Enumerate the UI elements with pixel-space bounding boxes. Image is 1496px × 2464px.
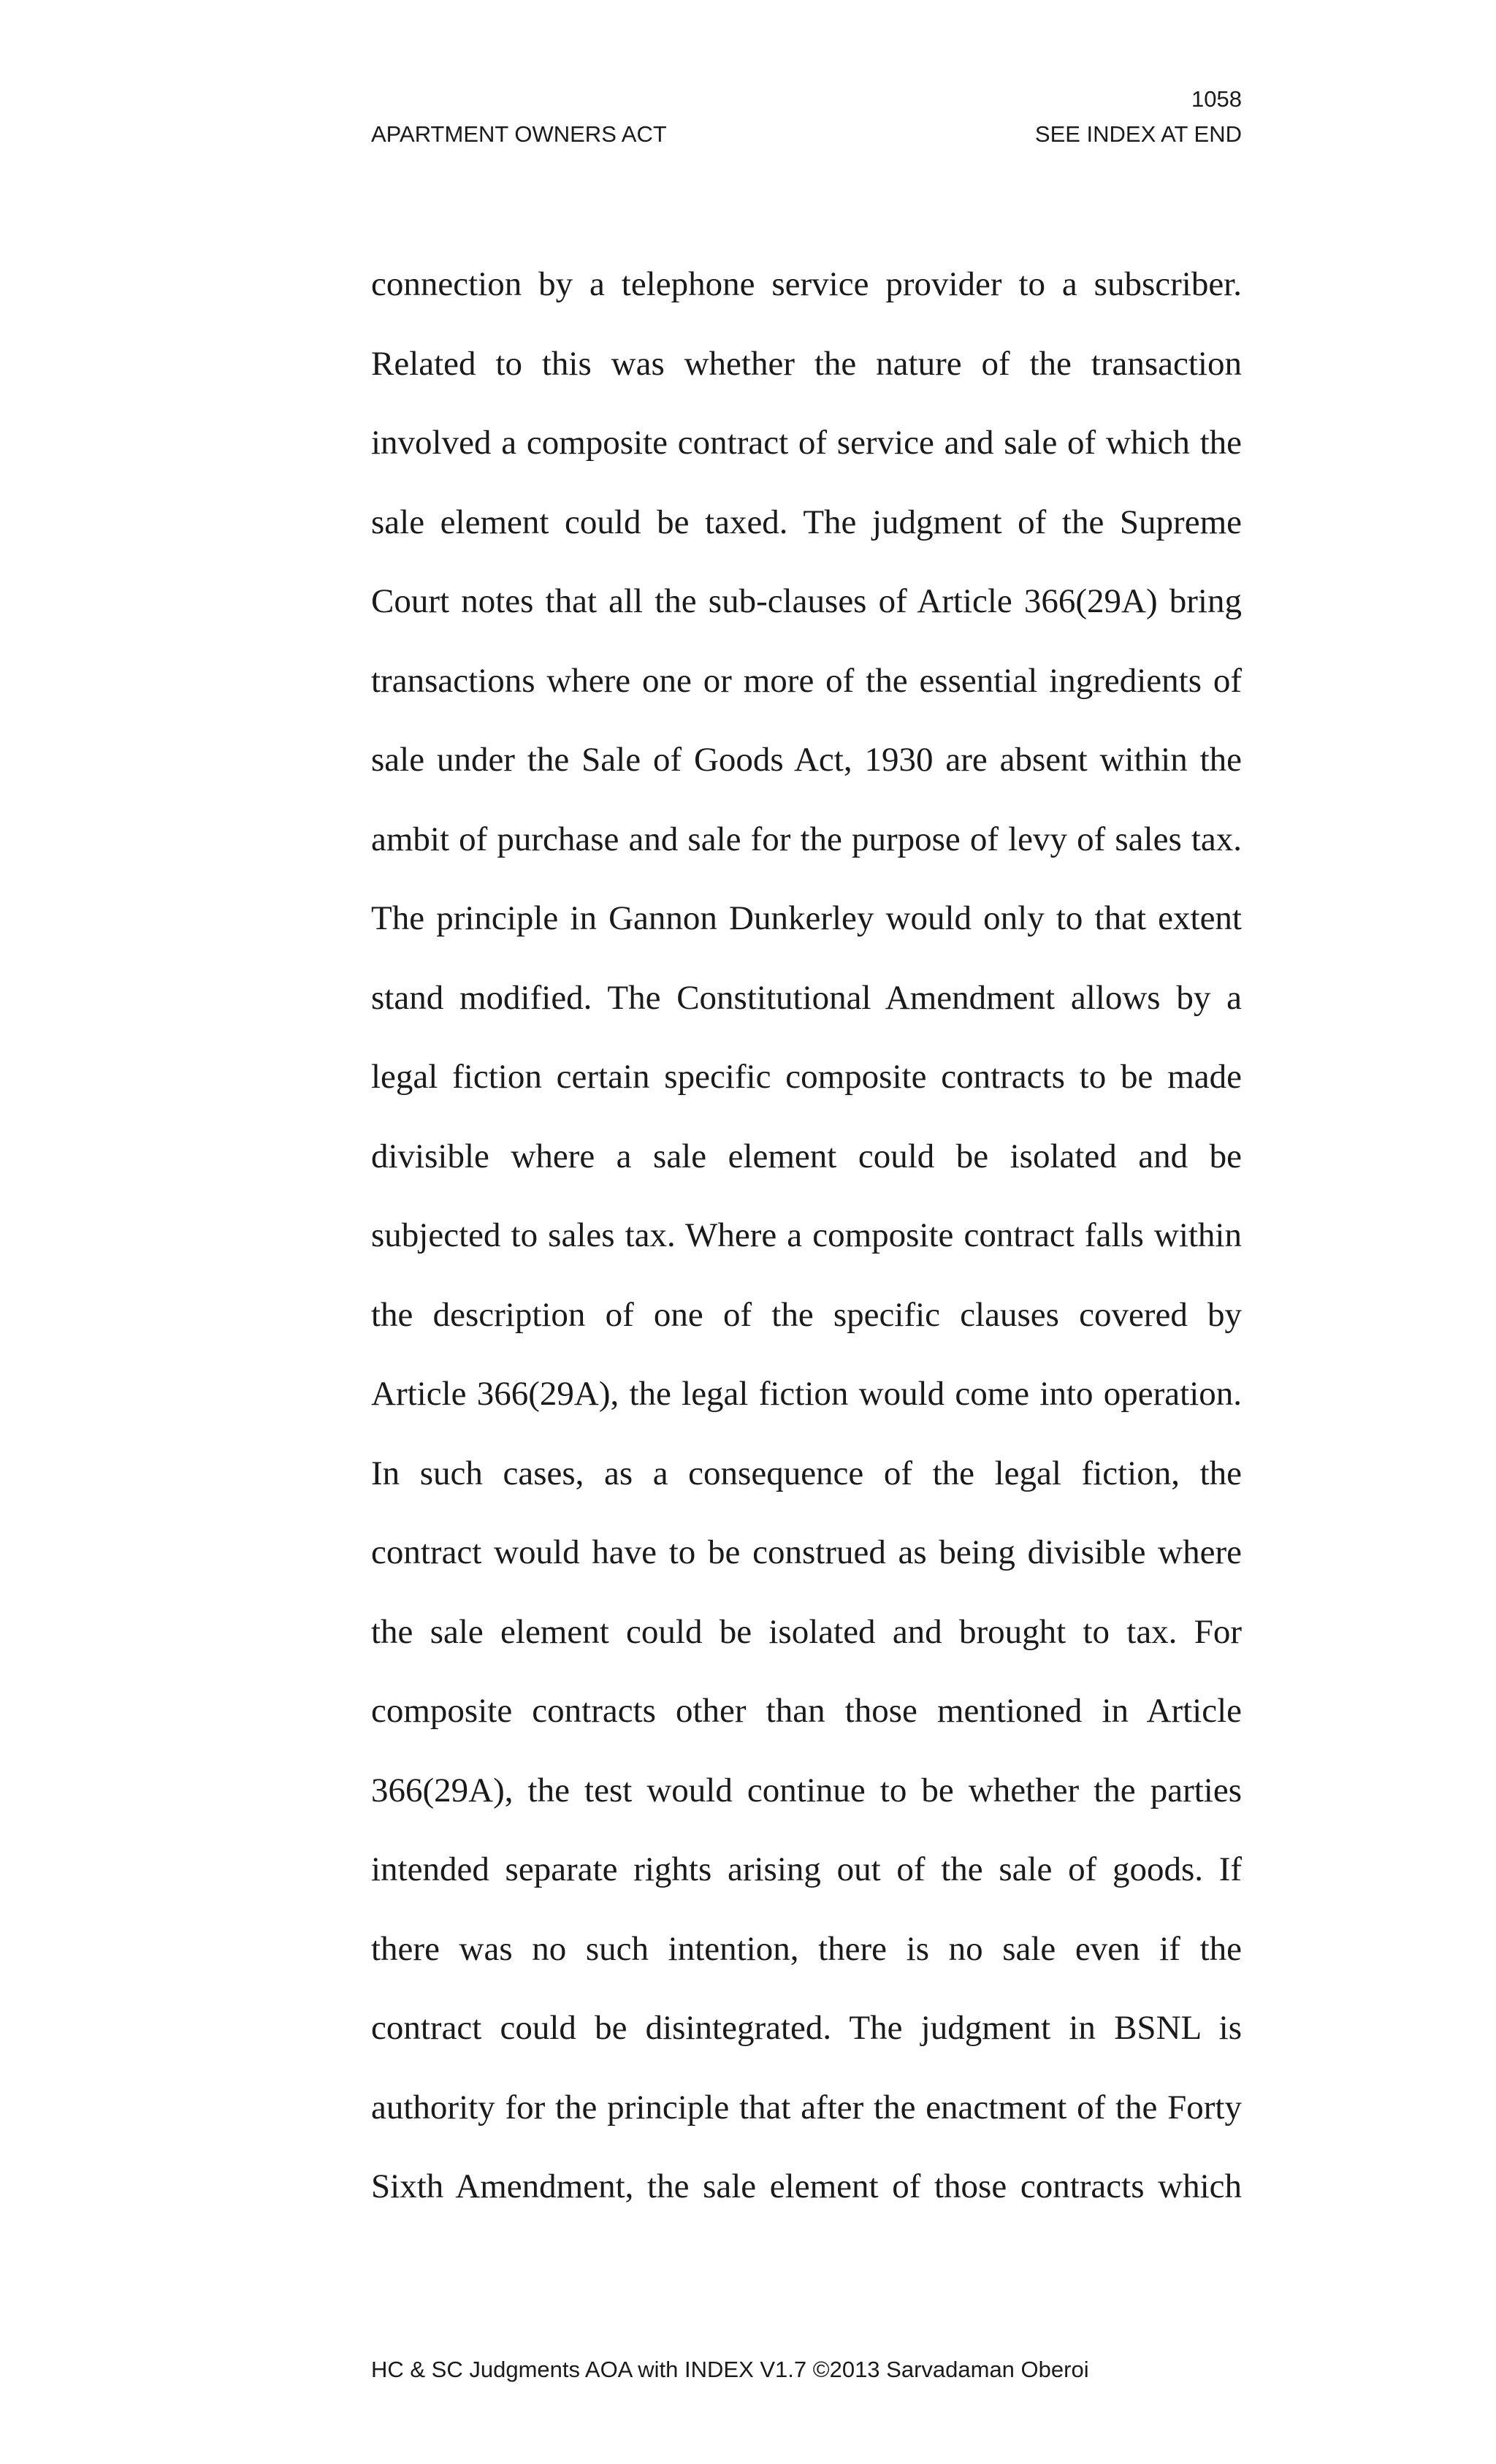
running-header xyxy=(371,121,1242,148)
text-line: contract would have to be construed as being divisible where xyxy=(371,1533,1242,1571)
text-line: Sixth Amendment, the sale element of those contracts which xyxy=(371,2167,1242,2205)
text-line: The principle in Gannon Dunkerley would only to that extent xyxy=(371,899,1242,937)
text-line: Article 366(29A), the legal fiction would come into operation. xyxy=(371,1375,1242,1413)
header-title: APARTMENT OWNERS ACT xyxy=(371,121,667,147)
text-line: the sale element could be isolated and brought to tax. For xyxy=(371,1612,1242,1651)
text-line: involved a composite contract of service and sale of which the xyxy=(371,424,1242,462)
text-line: transactions where one or more of the essential ingredients of xyxy=(371,661,1242,700)
text-line: 366(29A), the test would continue to be whether the parties xyxy=(371,1771,1242,1809)
text-line: sale element could be taxed. The judgment of the Supreme xyxy=(371,503,1242,541)
text-line: subjected to sales tax. Where a composite contract falls within xyxy=(371,1216,1242,1254)
text-line: ambit of purchase and sale for the purpose of levy of sales tax. xyxy=(371,820,1242,858)
text-line: In such cases, as a consequence of the legal fiction, the xyxy=(371,1454,1242,1492)
text-line: legal fiction certain specific composite contracts to be made xyxy=(371,1058,1242,1096)
text-line: intended separate rights arising out of the sale of goods. If xyxy=(371,1850,1242,1888)
text-line: composite contracts other than those mentioned in Article xyxy=(371,1692,1242,1730)
text-line: there was no such intention, there is no sale even if the xyxy=(371,1929,1242,1968)
body-text xyxy=(371,259,1242,2241)
text-line: Court notes that all the sub-clauses of Article 366(29A) bring xyxy=(371,582,1242,620)
page-footer: HC & SC Judgments AOA with INDEX V1.7 ©2013 Sarvadaman Oberoi xyxy=(371,2357,1089,2382)
text-line: connection by a telephone service provider to a subscriber. xyxy=(371,265,1242,303)
page-number: 1058 xyxy=(1191,86,1242,112)
header-index-note: SEE INDEX AT END xyxy=(1034,121,1242,147)
text-line: sale under the Sale of Goods Act, 1930 are absent within the xyxy=(371,741,1242,779)
text-line: divisible where a sale element could be isolated and be xyxy=(371,1137,1242,1175)
text-line: Related to this was whether the nature of the transaction xyxy=(371,344,1242,383)
text-line: contract could be disintegrated. The judgment in BSNL is xyxy=(371,2009,1242,2047)
text-line: stand modified. The Constitutional Amendment allows by a xyxy=(371,978,1242,1017)
text-line: the description of one of the specific clauses covered by xyxy=(371,1295,1242,1334)
text-line: authority for the principle that after the enactment of the Forty xyxy=(371,2088,1242,2127)
